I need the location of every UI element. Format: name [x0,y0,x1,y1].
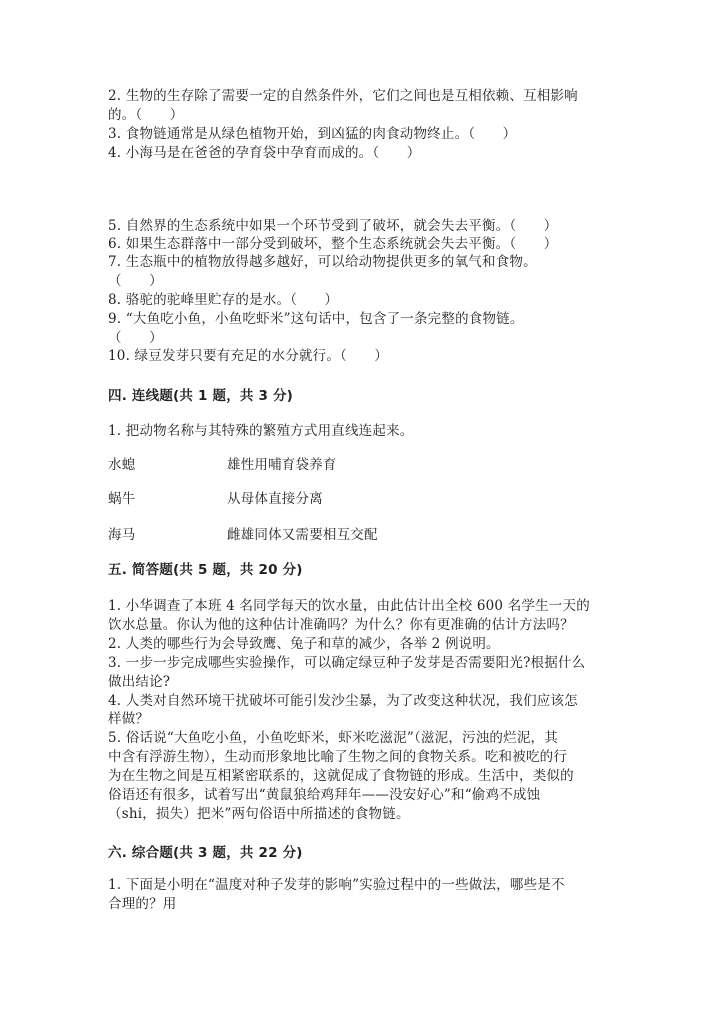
question-line: 9. “大鱼吃小鱼，小鱼吃虾米”这句话中，包含了一条完整的食物链。 [108,311,524,327]
question-line: 7. 生态瓶中的植物放得越多越好，可以给动物提供更多的氧气和食物。 [108,254,537,270]
question-line: （shi，损失）把米”两句俗语中所描述的食物链。 [108,806,410,822]
question-line: 1. 下面是小明在“温度对种子发芽的影响”实验过程中的一些做法，哪些是不 [108,877,565,893]
question-line: 5. 俗话说“大鱼吃小鱼，小鱼吃虾米，虾米吃滋泥”（滋泥，污浊的烂泥，其 [108,730,558,746]
reproduction-method: 雄性用哺育袋养育 [227,457,337,473]
reproduction-method: 雌雄同体又需要相互交配 [227,527,378,543]
question-line: 3. 一步一步完成哪些实验操作，可以确定绿豆种子发芽是否需要阳光?根据什么 [108,655,586,671]
question-line: （ ） [108,330,163,346]
question-line: 4. 小海马是在爸爸的孕育袋中孕育而成的。（ ） [108,145,421,161]
question-line: 4. 人类对自然环境干扰破坏可能引发沙尘暴，为了改变这种状况，我们应该怎 [108,693,578,709]
question-line: 2. 人类的哪些行为会导致鹰、兔子和草的减少，各举 2 例说明。 [108,636,500,652]
question-line: 俗语还有很多，试着写出“黄鼠狼给鸡拜年——没安好心”和“偷鸡不成蚀 [108,787,541,803]
question-line: 1. 把动物名称与其特殊的繁殖方式用直线连起来。 [108,423,414,439]
question-line: 5. 自然界的生态系统中如果一个环节受到了破坏，就会失去平衡。（ ） [108,218,558,234]
question-line: 1. 小华调查了本班 4 名同学每天的饮水量，由此估计出全校 600 名学生一天的 [108,598,590,614]
question-line: 的。（ ） [108,107,184,123]
animal-name: 水螅 [108,457,136,473]
question-line: 合理的？用 [108,896,177,912]
question-line: 为在生物之间是互相紧密联系的，这就促成了食物链的形成。生活中，类似的 [108,768,574,784]
section-title: 四. 连线题(共 1 题，共 3 分) [108,388,294,404]
question-line: 10. 绿豆发芽只要有充足的水分就行。（ ） [108,348,389,364]
question-line: 8. 骆驼的驼峰里贮存的是水。（ ） [108,292,339,308]
animal-name: 海马 [108,527,136,543]
question-line: （ ） [108,273,163,289]
animal-name: 蜗牛 [108,491,136,507]
question-line: 中含有浮游生物），生动而形象地比喻了生物之间的食物关系。吃和被吃的行 [108,749,568,765]
question-line: 3. 食物链通常是从绿色植物开始，到凶猛的肉食动物终止。（ ） [108,126,517,142]
question-line: 6. 如果生态群落中一部分受到破坏，整个生态系统就会失去平衡。（ ） [108,236,558,252]
question-line: 做出结论? [108,674,171,690]
section-title: 六. 综合题(共 3 题，共 22 分) [108,845,303,861]
section-title: 五. 简答题(共 5 题，共 20 分) [108,562,303,578]
question-line: 样做？ [108,711,150,727]
reproduction-method: 从母体直接分离 [227,491,323,507]
question-line: 饮水总量。你认为他的这种估计准确吗？为什么？你有更准确的估计方法吗？ [108,617,574,633]
question-line: 2. 生物的生存除了需要一定的自然条件外，它们之间也是互相依赖、互相影响 [108,88,578,104]
